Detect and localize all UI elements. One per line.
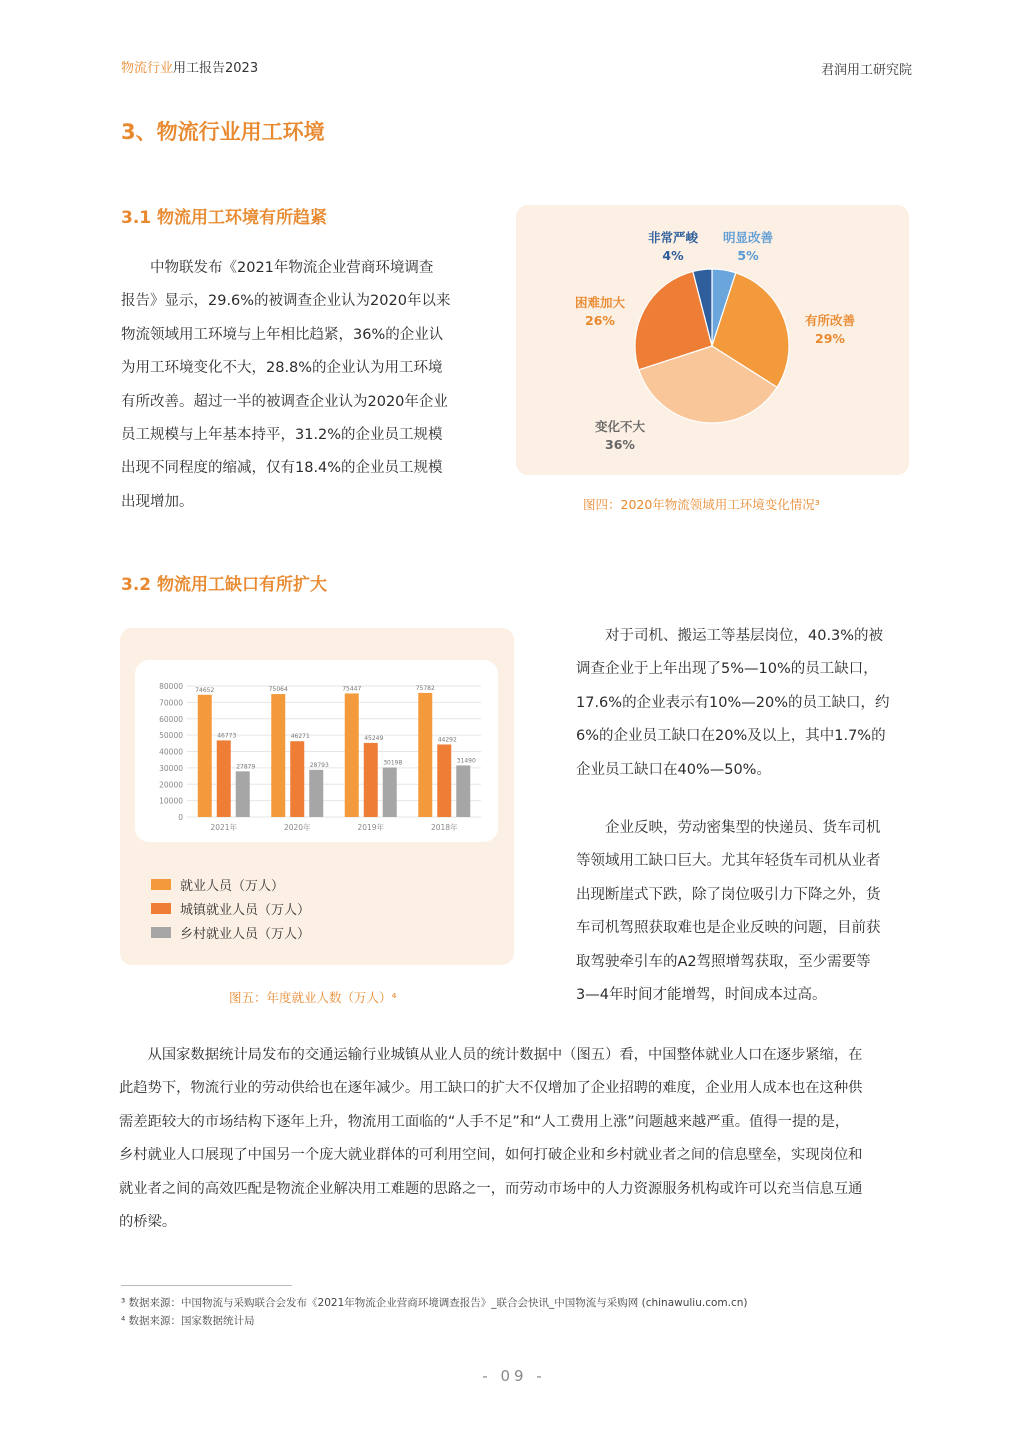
bar-chart-legend xyxy=(151,872,310,944)
y-tick-label: 40000 xyxy=(159,747,183,757)
bar-value-label: 27879 xyxy=(236,763,256,771)
text-line: 车司机驾照获取难也是企业反映的问题，目前获 xyxy=(576,920,881,937)
bar xyxy=(198,695,212,817)
section-3-title: 3、物流行业用工环境 xyxy=(121,120,325,144)
y-tick-label: 60000 xyxy=(159,714,183,724)
x-tick-label: 2020年 xyxy=(283,823,311,832)
bar xyxy=(456,765,470,817)
bar-chart-panel xyxy=(135,660,498,842)
text-line: 3—4年时间才能增驾，时间成本过高。 xyxy=(576,987,827,1004)
text-line: 物流领域用工环境与上年相比趋紧，36%的企业认 xyxy=(121,326,444,343)
footnote-4: ⁴ 数据来源：国家数据统计局 xyxy=(121,1315,255,1327)
legend-item-employed xyxy=(151,872,310,896)
y-tick-label: 70000 xyxy=(159,698,183,708)
x-tick-label: 2021年 xyxy=(210,823,238,832)
text-line: 等领域用工缺口巨大。尤其年轻货车司机从业者 xyxy=(576,853,881,870)
text-line: 的桥梁。 xyxy=(119,1214,177,1231)
pie-slice-label: 明显改善 xyxy=(722,230,774,245)
bar-value-label: 31490 xyxy=(456,757,476,765)
text-line: 调查企业于上年出现了5%—10%的员工缺口， xyxy=(576,661,878,678)
page-number: - 09 - xyxy=(482,1367,546,1385)
bar-value-label: 74652 xyxy=(195,686,215,694)
bar xyxy=(383,768,397,817)
section-3-2-paragraph-1 xyxy=(576,620,912,787)
pie-slice-value: 26% xyxy=(585,313,615,328)
legend-item-urban xyxy=(151,896,310,920)
text-line: 出现不同程度的缩减，仅有18.4%的企业员工规模 xyxy=(121,460,443,477)
legend-swatch xyxy=(151,903,171,914)
text-line: 企业员工缺口在40%—50%。 xyxy=(576,761,771,778)
text-line: 就业者之间的高效匹配是物流企业解决用工难题的思路之一，而劳动市场中的人力资源服务机构或许可以充当信息互通 xyxy=(119,1180,863,1197)
bar xyxy=(236,771,250,817)
text-line: 中物联发布《2021年物流企业营商环境调查 xyxy=(121,260,434,276)
y-tick-label: 80000 xyxy=(159,682,183,691)
legend-label: 乡村就业人员（万人） xyxy=(180,926,311,942)
bar-chart-caption: 图五：年度就业人数（万人）⁴ xyxy=(229,990,397,1005)
text-line: 为用工环境变化不大，28.8%的企业认为用工环境 xyxy=(121,360,443,377)
pie-slice-label: 困难加大 xyxy=(574,295,626,310)
text-line: 取驾驶牵引车的A2驾照增驾获取，至少需要等 xyxy=(576,953,871,970)
header-publisher: 君润用工研究院 xyxy=(820,63,912,78)
text-line: 出现增加。 xyxy=(121,493,194,510)
y-tick-label: 30000 xyxy=(159,763,183,773)
bar-value-label: 28793 xyxy=(309,761,329,769)
text-line: 出现断崖式下跌，除了岗位吸引力下降之外，货 xyxy=(576,886,881,903)
y-tick-label: 0 xyxy=(178,813,183,822)
pie-slice-value: 4% xyxy=(662,248,684,263)
legend-swatch xyxy=(151,879,171,890)
header-report-title xyxy=(121,57,258,76)
section-3-1-paragraph xyxy=(121,252,481,519)
bar xyxy=(345,693,359,817)
text-line: 此趋势下，物流行业的劳动供给也在逐年减少。用工缺口的扩大不仅增加了企业招聘的难度，企业用人成本也在这种供 xyxy=(119,1080,863,1097)
text-line: 需差距较大的市场结构下逐年上升，物流用工面临的“人手不足”和“人工费用上涨”问题越来越严重。值得一提的是， xyxy=(119,1113,850,1130)
text-line: 员工规模与上年基本持平，31.2%的企业员工规模 xyxy=(121,427,443,444)
legend-label: 城镇就业人员（万人） xyxy=(180,902,311,918)
text-line: 企业反映，劳动密集型的快递员、货车司机 xyxy=(576,820,881,836)
bar xyxy=(437,744,451,817)
bar-value-label: 46773 xyxy=(217,732,237,740)
text-line: 乡村就业人口展现了中国另一个庞大就业群体的可利用空间，如何打破企业和乡村就业者之间的信息壁垒，实现岗位和 xyxy=(119,1147,863,1164)
x-tick-label: 2019年 xyxy=(357,823,385,832)
section-3-2-title: 3.2 物流用工缺口有所扩大 xyxy=(121,575,328,595)
text-line: 17.6%的企业表示有10%—20%的员工缺口，约 xyxy=(576,694,890,711)
legend-item-rural xyxy=(151,920,310,944)
bar-value-label: 75782 xyxy=(415,684,435,692)
pie-slice-value: 36% xyxy=(605,437,635,452)
text-line: 从国家数据统计局发布的交通运输行业城镇从业人员的统计数据中（图五）看，中国整体就业人口在逐步紧缩，在 xyxy=(119,1047,863,1063)
pie-chart-card xyxy=(516,205,909,475)
text-line: 有所改善。超过一半的被调查企业认为2020年企业 xyxy=(121,393,448,410)
bar-value-label: 75447 xyxy=(342,685,362,693)
pie-slice-label: 非常严峻 xyxy=(647,230,699,245)
bar-value-label: 46271 xyxy=(290,733,310,741)
section-3-2-paragraph-2 xyxy=(576,812,912,1012)
bar xyxy=(364,743,378,817)
y-tick-label: 10000 xyxy=(159,796,183,806)
legend-label: 就业人员（万人） xyxy=(180,878,285,894)
pie-slice-label: 变化不大 xyxy=(594,419,646,434)
bar xyxy=(271,694,285,817)
y-tick-label: 20000 xyxy=(159,780,183,790)
pie-slice-value: 5% xyxy=(737,248,759,263)
bar xyxy=(418,693,432,817)
footnote-3: ³ 数据来源：中国物流与采购联合会发布《2021年物流企业营商环境调查报告》_联合会快讯_中国物流与采购网 (chinawuliu.com.cn) xyxy=(121,1297,748,1309)
pie-chart xyxy=(516,205,909,475)
pie-slice-value: 29% xyxy=(815,331,845,346)
bar-chart-card xyxy=(120,628,514,965)
bar xyxy=(309,770,323,817)
body-paragraph xyxy=(119,1039,915,1239)
bar xyxy=(290,741,304,817)
bar-value-label: 44292 xyxy=(437,736,457,744)
bar xyxy=(217,740,231,817)
bar-chart xyxy=(135,660,498,842)
header-title-accent: 物流行业 xyxy=(121,61,174,76)
x-tick-label: 2018年 xyxy=(430,823,458,832)
pie-slice-label: 有所改善 xyxy=(804,313,856,328)
bar-value-label: 45249 xyxy=(364,734,384,742)
section-3-1-title: 3.1 物流用工环境有所趋紧 xyxy=(121,208,328,228)
text-line: 报告》显示，29.6%的被调查企业认为2020年以来 xyxy=(121,293,451,310)
bar-value-label: 75064 xyxy=(268,686,288,694)
pie-chart-caption: 图四：2020年物流领域用工环境变化情况³ xyxy=(583,497,820,512)
text-line: 对于司机、搬运工等基层岗位，40.3%的被 xyxy=(576,628,884,644)
bar-value-label: 30198 xyxy=(383,759,403,767)
y-tick-label: 50000 xyxy=(159,731,183,741)
footnote-divider xyxy=(121,1285,292,1286)
header-title-rest: 用工报告2023 xyxy=(173,61,259,76)
text-line: 6%的企业员工缺口在20%及以上，其中1.7%的 xyxy=(576,728,886,745)
legend-swatch xyxy=(151,927,171,938)
